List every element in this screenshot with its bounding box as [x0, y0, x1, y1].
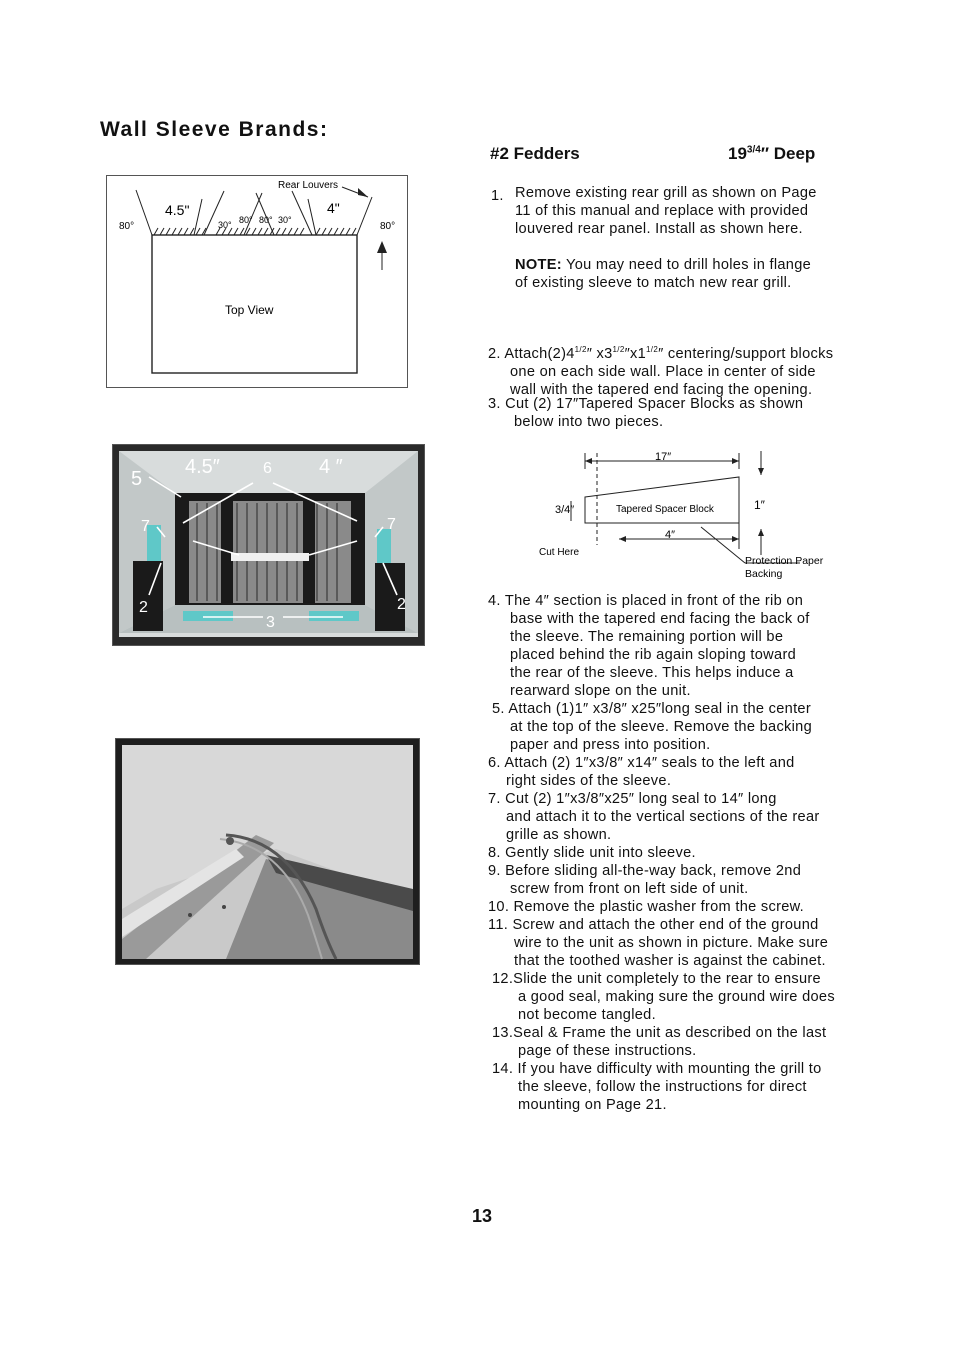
step-line: and attach it to the vertical sections of the rear — [506, 809, 820, 825]
step-line: the sleeve, follow the instructions for direct — [518, 1079, 807, 1095]
step-line: 11. Screw and attach the other end of the ground — [488, 917, 819, 933]
step-line: 7. Cut (2) 1″x3/8″x25″ long seal to 14″ long — [488, 791, 777, 807]
angle-d: 30° — [278, 215, 292, 225]
step-line: right sides of the sleeve. — [506, 773, 672, 789]
step-line: grille as shown. — [506, 827, 612, 843]
photo-label-4-5: 4.5″ — [185, 456, 220, 478]
step-line: the sleeve. The remaining portion will be — [510, 629, 784, 645]
angle-outer-left: 80° — [119, 221, 135, 232]
depth-label: $19^{3/4}''$ Deep — [728, 144, 816, 163]
left-depth-label: 4.5" — [165, 202, 190, 218]
step-line: not become tangled. — [518, 1007, 656, 1023]
step-line: mounting on Page 21. — [518, 1097, 667, 1113]
angle-a: 30° — [218, 220, 232, 230]
photo-label-2-left: 2 — [139, 599, 148, 616]
top-view-diagram — [106, 175, 408, 389]
photo-label-4: 4 ″ — [319, 456, 343, 478]
photo-label-2-right: 2 — [397, 596, 406, 613]
photo-label-3: 3 — [266, 614, 275, 631]
step-line: 5. Attach (1)1″ x3/8″ x25″long seal in the center — [492, 701, 812, 717]
step-line: the rear of the sleeve. This helps induce a — [510, 665, 794, 681]
step-line: that the toothed washer is against the cabinet. — [514, 953, 826, 969]
length-17: 17″ — [655, 451, 672, 463]
step-1-note: NOTE: You may need to drill holes in flange of existing sleeve to match new rear grill. — [515, 257, 812, 291]
step-1-text: Remove existing rear grill as shown on Page 11 of this manual and replace with provided louvered rear panel. Install as shown here. — [515, 185, 817, 237]
page-heading: Wall Sleeve Brands: — [100, 118, 329, 141]
step-line: 9. Before sliding all-the-way back, remove 2nd — [488, 863, 802, 879]
note-label: NOTE: — [515, 257, 562, 273]
top-view-label: Top View — [225, 303, 274, 317]
step-line: 12.Slide the unit completely to the rear to ensure — [492, 971, 821, 987]
step-line: page of these instructions. — [518, 1043, 697, 1059]
page-number: 13 — [472, 1206, 493, 1226]
step-3-text: 3. Cut (2) 17″Tapered Spacer Blocks as shown below into two pieces. — [488, 396, 804, 430]
step-line: 4. The 4″ section is placed in front of the rib on — [488, 593, 804, 609]
spacer-block-diagram — [535, 445, 855, 585]
height-3-4: 3/4″ — [555, 504, 575, 516]
step-1-number: 1. — [491, 188, 504, 204]
step-line: wire to the unit as shown in picture. Make sure — [514, 935, 829, 951]
photo-label-7-left: 7 — [141, 518, 150, 535]
angle-outer-right: 80° — [380, 221, 396, 232]
step-line: a good seal, making sure the ground wire does — [518, 989, 835, 1005]
steps-list — [0, 592, 954, 1114]
angle-b: 80° — [239, 215, 253, 225]
step-line: 14. If you have difficulty with mounting the grill to — [492, 1061, 822, 1077]
angle-c: 80° — [259, 215, 273, 225]
step-line: 8. Gently slide unit into sleeve. — [488, 845, 696, 861]
photo-label-7-right: 7 — [387, 516, 396, 533]
step-line: paper and press into position. — [510, 737, 711, 753]
step-line: placed behind the rib again sloping toward — [510, 647, 797, 663]
step-2-text: 2. $Attach(2)4^{1/2}''$ $x3^{1/2}''x1^{1/2}''$ centering/support blocks one on each side wall. Place in center of side wall with the tapered end facing the opening. — [488, 345, 834, 398]
rear-louvers-label: Rear Louvers — [278, 180, 339, 191]
block-label: Tapered Spacer Block — [616, 504, 714, 515]
photo-label-6: 6 — [263, 460, 272, 477]
right-depth-label: 4" — [327, 200, 340, 216]
step-line: base with the tapered end facing the back of — [510, 611, 810, 627]
paper-label-1: Protection Paper — [745, 555, 824, 567]
brand-title: #2 Fedders — [490, 144, 580, 163]
length-4: 4″ — [665, 529, 676, 541]
step-line: rearward slope on the unit. — [510, 683, 691, 699]
step-line: 13.Seal & Frame the unit as described on the last — [492, 1025, 827, 1041]
cut-here-label: Cut Here — [539, 547, 580, 558]
step-line: 10. Remove the plastic washer from the screw. — [488, 899, 805, 915]
paper-label-2: Backing — [745, 568, 783, 580]
height-1: 1″ — [754, 498, 765, 512]
step-line: at the top of the sleeve. Remove the backing — [510, 719, 813, 735]
step-line: screw from front on left side of unit. — [510, 881, 749, 897]
photo-label-5: 5 — [131, 468, 143, 490]
step-line: 6. Attach (2) 1″x3/8″ x14″ seals to the left and — [488, 755, 795, 771]
